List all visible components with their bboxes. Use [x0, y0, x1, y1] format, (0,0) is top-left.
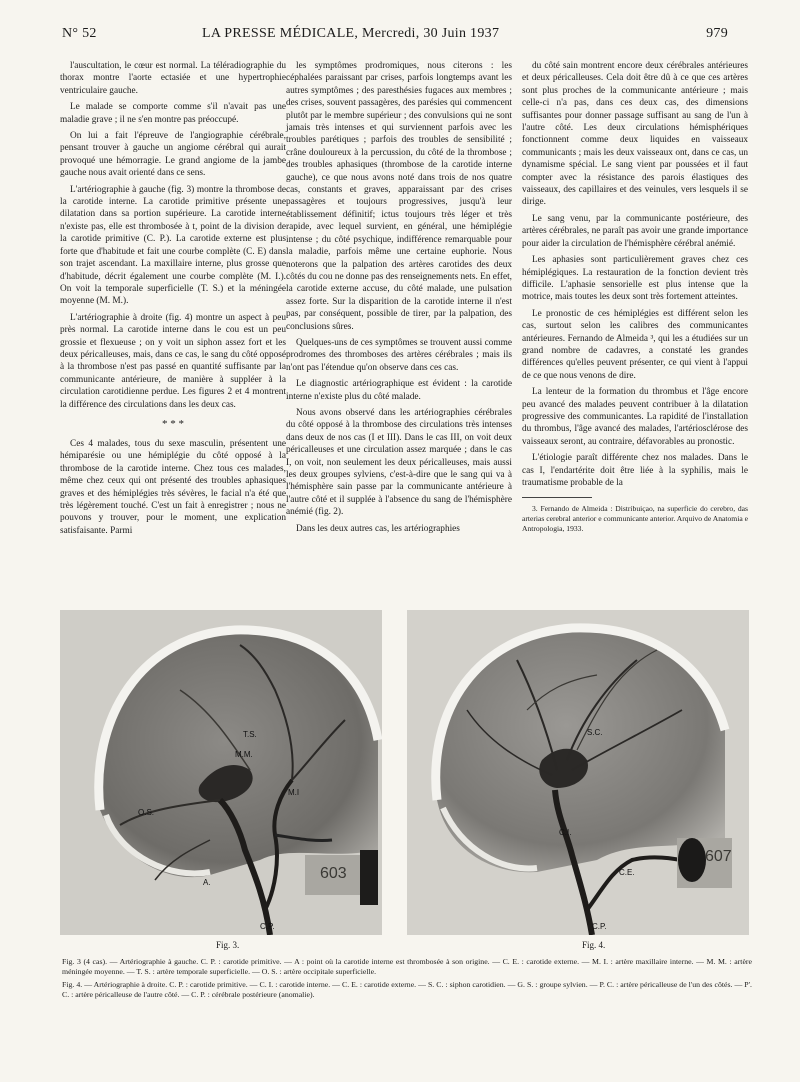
- paragraph: Le diagnostic artériographique est évident : la carotide interne n'existe plus du côté malade.: [286, 379, 512, 402]
- label-ts: T.S.: [243, 730, 257, 739]
- film-number: 603: [320, 865, 347, 882]
- label-os: O.S.: [138, 808, 155, 817]
- paragraph: Nous avons observé dans les artériographies cérébrales du côté opposé à la thrombose des circulations très intenses dans deux de nos cas (I et III). Dans le cas III, on voit deux péricalleuses et une circulation assez marquée ; dans le cas I, on voit, non seulement les deux péricalleuses, mais aussi les deux groupes sylviens, c'est-à-dire que le sang qui va à l'hémisphère sain passe par la communicante antérieure à l'autre côté et il supplée à l'absence du sang de l'hémisphère anémié (fig. 2).: [286, 407, 512, 518]
- film-number: 607: [705, 848, 732, 865]
- label-a: A.: [203, 878, 211, 887]
- paragraph: Le sang venu, par la communicante postérieure, des artères cérébrales, ne paraît pas avoir une grande importance pour aider la circulation de l'hémisphère cérébral anémié.: [522, 213, 748, 249]
- paragraph: les symptômes prodromiques, nous citerons : les céphalées paraissant par crises, parfois longtemps avant les autres symptômes ; des paresthésies fugaces aux membres ; des crises, souvent passagères, des parésies qui commencent plutôt par le membre supérieur ; des convulsions qui ne sont jamais très intenses et qui surviennent parfois avec les troubles parétiques ; parfois des troubles de sensibilité ; crâne douloureux à la percussion, du côté de la thrombose ; des troubles aphasiques (thrombose de la carotide interne gauche), ce que nous avons noté dans trois de nos quatre cas, constants et graves, apparaissant par des crises passagères et toujours progressives, jusqu'à leur établissement définitif; ictus toujours très léger et très rapide, avec lequel survient, en général, une hémiplégie intense ; du côté psychique, indifférence remarquable pour la maladie, parfois même une certaine euphorie. Nous noterons que la palpation des artères carotides des deux côtés du cou ne donne pas des renseignements nets. En effet, la carotide externe accuse, du côté malade, une pulsation assez forte. Sur la disparition de la carotide interne il n'est pas, par conséquent, possible de tirer, par la palpation, des conclusions sûres.: [286, 61, 512, 332]
- paragraph: l'auscultation, le cœur est normal. La téléradiographie du thorax montre l'aorte ectasiée et une hypertrophie ventriculaire gauche.: [60, 61, 286, 96]
- footnote-rule: [522, 497, 592, 498]
- legend-fig3: Fig. 3 (4 cas). — Artériographie à gauche. C. P. : carotide primitive. — A : point où la carotide interne est thrombosée à son origine. — C. E. : carotide externe. — M. I. : artère maxillaire interne. — M. M. : artère méningée moyenne. — T. S. : artère temporale superficielle. — O. S. : artère occipitale superficielle.: [62, 957, 752, 977]
- journal-title: LA PRESSE MÉDICALE, Mercredi, 30 Juin 1937: [202, 26, 500, 41]
- paragraph: du côté sain montrent encore deux cérébrales antérieures et deux péricalleuses. Cela doit être dû à ce que ces artères sont plus proches de la communicante antérieure ; mais celle-ci n'a pas, dans ces deux cas, des dimensions suffisantes pour donner passage suffisant au sang de l'un à l'autre côté. Les deux circulations hémisphériques fonctionnent comme deux liquides en vaisseaux communicants ; mais les deux vaisseaux ont, dans ce cas, un dynamisme spécial. Le sang vient par poussées et il faut compter avec la résistance des parois élastiques des vaisseaux, des capillaires et des veinules, vers lesquels il se dirige.: [522, 61, 748, 208]
- issue-number: N° 52: [62, 26, 97, 41]
- label-cp: C.P.: [592, 922, 607, 931]
- paragraph: L'artériographie à droite (fig. 4) montre un aspect à peu près normal. La carotide interne dans le cou est un peu grossie et flexueuse ; on y voit un siphon assez fort et les deux péricalleuses, mais, dans ce cas, le sang du côté opposé à la thrombose n'est pas passé en quantité suffisante par la communicante antérieure, de manière à suppléer à la circulation carotidienne perdue. Les figures 2 et 4 montrent la différence des circulations dans les deux cas.: [60, 312, 286, 410]
- label-mm: M.M.: [235, 750, 253, 759]
- paragraph: Les aphasies sont particulièrement graves chez ces hémiplégiques. La restauration de la fonction devient très difficile. L'aphasie sensorielle est plus intense que la motrice, mais toutes les deux sont très fortement atteintes.: [522, 255, 748, 303]
- paragraph: L'étiologie paraît différente chez nos malades. Dans le cas I, l'endartérite doit être liée à la syphilis, mais le traumatisme probable de la: [522, 453, 748, 488]
- footnote: [522, 504, 748, 534]
- text-column-3: [522, 60, 748, 538]
- paragraph: La lenteur de la formation du thrombus et l'âge encore peu avancé des malades peuvent contribuer à la dilatation progressive des communicantes. La rapidité de l'installation du thrombus, l'âge avancé des malades, l'artériosclérose des vaisseaux seront, au contraire, défavorables au pronostic.: [522, 387, 748, 447]
- figure-3-caption: Fig. 3.: [216, 940, 240, 950]
- label-cp: C.P.: [260, 922, 275, 931]
- paragraph: Ces 4 malades, tous du sexe masculin, présentent une hémiparésie ou une hémiplégie du côté opposé à la thrombose de la carotide interne. Chez tous ces malades, même chez ceux qui ont présenté des troubles aphasiques graves et des hémiplégies très sévères, le facial n'a été que très légèrement touché. C'est un fait à enregistrer ; nous ne pouvons y trouver, pour le moment, une explication satisfaisante. Parmi: [60, 438, 286, 536]
- label-mi: M.I: [288, 788, 300, 797]
- label-ci: C.I.: [559, 828, 572, 837]
- figure-4-angiogram: [407, 610, 749, 935]
- section-separator: * * *: [162, 417, 184, 430]
- page-header: [62, 26, 728, 46]
- text-column-2: [286, 60, 512, 539]
- legend-fig4: Fig. 4. — Artériographie à droite. C. P. : carotide primitive. — C. I. : carotide interne. — C. E. : carotide externe. — S. C. : siphon carotidien. — G. S. : groupe sylvien. — P. C. : artère péricalleuse de l'un des côtés. — P'. C. : artère péricalleuse de l'autre côté. — C. P. : cérébrale postérieure (anomalie).: [62, 979, 752, 1000]
- angiogram-image-left: [60, 610, 382, 935]
- paragraph: Dans les deux autres cas, les artériographies: [296, 523, 460, 534]
- paragraph: L'artériographie à gauche (fig. 3) montre la thrombose de la carotide interne. La carotide primitive présente une dilatation dans sa portion supérieure. La carotide interne n'existe pas, elle est thrombosée à t, point de la division de la carotide primitive (C. P.). La carotide externe est plus forte que d'habitude et fait une courbe complète (C. E) dans son trajet ascendant. La maxillaire interne, plus grosse que d'habitude, décrit également une courbe complète (M. I.). On voit la temporale superficielle (T. S.) et la méningée moyenne (M. M.).: [60, 184, 286, 307]
- page-number: 979: [706, 26, 728, 41]
- paragraph: Quelques-uns de ces symptômes se trouvent aussi comme prodromes des thromboses des artères cérébrales ; mais ils n'ont pas l'étendue qu'on observe dans ces cas.: [286, 337, 512, 373]
- paragraph: Le pronostic de ces hémiplégies est différent selon les cas, surtout selon les calibres des communicantes antérieures. Fernando de Almeida ³, qui les a étudiées sur un grand nombre de cadavres, a constaté les grandes différences qu'elles peuvent présenter, ce qui vient à l'appui de ce que nous venons de dire.: [522, 308, 748, 381]
- footnote-text: 3. Fernando de Almeida : Distribuiçao, na superficie do cerebro, das arterias cerebral anterior e communicante anterior. Arquivo de Anatomia e Antropologia, 1933.: [522, 504, 748, 534]
- figure-legend: [62, 957, 752, 1003]
- paragraph: On lui a fait l'épreuve de l'angiographie cérébrale, pensant trouver à gauche un angiome cérébral qui aurait provoqué une hémorragie. Le grand angiome de la jambe gauche nous avait orienté dans ce sens.: [60, 131, 286, 179]
- label-sc: S.C.: [587, 728, 603, 737]
- text-column-1: [60, 60, 286, 541]
- angiogram-image-right: [407, 610, 749, 935]
- figure-4-caption: Fig. 4.: [582, 940, 606, 950]
- label-ce: C.E.: [619, 868, 635, 877]
- paragraph: Le malade se comporte comme s'il n'avait pas une maladie grave ; il ne s'en montre pas préoccupé.: [60, 102, 286, 125]
- figure-3-angiogram: [60, 610, 382, 935]
